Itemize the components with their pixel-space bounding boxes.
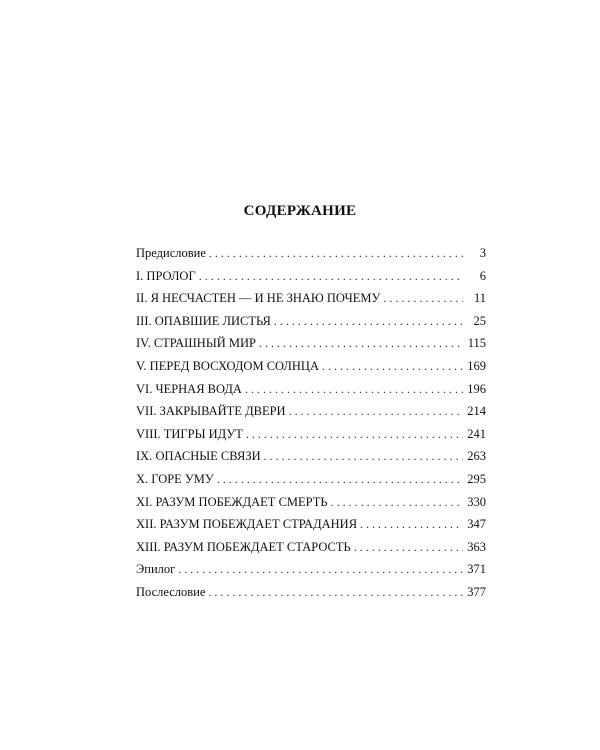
toc-entry-title: IX. ОПАСНЫЕ СВЯЗИ [136, 449, 261, 464]
toc-dot-leader [274, 313, 463, 329]
toc-entry-title: VI. ЧЕРНАЯ ВОДА [136, 381, 242, 396]
toc-entry [136, 584, 486, 607]
toc-list [136, 245, 486, 607]
toc-entry-title: XII. РАЗУМ ПОБЕЖДАЕТ СТРАДАНИЯ [136, 517, 358, 532]
toc-entry [136, 245, 486, 268]
toc-dot-leader [289, 403, 463, 419]
toc-page-number: 169 [467, 358, 486, 373]
toc-dot-leader [178, 561, 463, 577]
toc-dot-leader [246, 426, 463, 442]
toc-page-number: 363 [467, 539, 486, 554]
toc-page-number: 347 [467, 517, 486, 532]
toc-entry [136, 426, 486, 449]
toc-dot-leader [208, 584, 463, 600]
toc-dot-leader [259, 335, 463, 351]
toc-entry [136, 448, 486, 471]
toc-entry [136, 335, 486, 358]
toc-dot-leader [217, 471, 463, 487]
toc-entry-title: V. ПЕРЕД ВОСХОДОМ СОЛНЦА [136, 358, 319, 373]
toc-page-number: 330 [467, 494, 486, 509]
toc-entry-title: X. ГОРЕ УМУ [136, 471, 214, 486]
toc-page-number: 214 [467, 404, 486, 419]
toc-entry-title: VII. ЗАКРЫВАЙТЕ ДВЕРИ [136, 404, 286, 419]
toc-entry-title: Предисловие [136, 246, 206, 260]
toc-page-number: 196 [467, 381, 486, 396]
toc-dot-leader [199, 268, 463, 284]
toc-page-number: 241 [467, 426, 486, 441]
toc-entry-title: II. Я НЕСЧАСТЕН — И НЕ ЗНАЮ ПОЧЕМУ [136, 291, 381, 306]
toc-heading: СОДЕРЖАНИЕ [243, 203, 357, 219]
toc-dot-leader [383, 290, 463, 306]
toc-entry [136, 313, 486, 336]
toc-entry-title: Эпилог [136, 562, 176, 577]
toc-dot-leader [360, 516, 463, 532]
toc-entry [136, 358, 486, 381]
toc-page-number: 115 [467, 336, 486, 351]
toc-dot-leader [264, 448, 463, 464]
toc-page-number: 263 [467, 449, 486, 464]
toc-dot-leader [354, 539, 463, 555]
toc-entry-title: III. ОПАВШИЕ ЛИСТЬЯ [136, 313, 271, 328]
toc-page-number: 3 [479, 246, 486, 260]
toc-entry [136, 516, 486, 539]
toc-entry-title: VIII. ТИГРЫ ИДУТ [136, 426, 243, 441]
toc-page-number: 295 [467, 471, 486, 486]
toc-entry-title: XIII. РАЗУМ ПОБЕЖДАЕТ СТАРОСТЬ [136, 539, 351, 554]
toc-page-number: 11 [473, 291, 486, 306]
toc-entry-title: IV. СТРАШНЫЙ МИР [136, 336, 256, 351]
toc-dot-leader [209, 245, 463, 261]
toc-entry [136, 268, 486, 291]
toc-entry [136, 381, 486, 404]
toc-entry [136, 539, 486, 562]
toc-page-number: 371 [467, 562, 486, 577]
toc-entry-title: I. ПРОЛОГ [136, 268, 196, 283]
toc-dot-leader [245, 381, 463, 397]
toc-entry [136, 561, 486, 584]
toc-dot-leader [322, 358, 463, 374]
toc-page-number: 377 [467, 584, 486, 599]
toc-page-number: 6 [479, 268, 486, 283]
toc-entry [136, 290, 486, 313]
toc-entry [136, 403, 486, 426]
toc-entry-title: Послесловие [136, 584, 206, 599]
toc-dot-leader [331, 494, 463, 510]
toc-entry-title: XI. РАЗУМ ПОБЕЖДАЕТ СМЕРТЬ [136, 494, 328, 509]
toc-page-number: 25 [473, 313, 486, 328]
toc-entry [136, 494, 486, 517]
toc-entry [136, 471, 486, 494]
